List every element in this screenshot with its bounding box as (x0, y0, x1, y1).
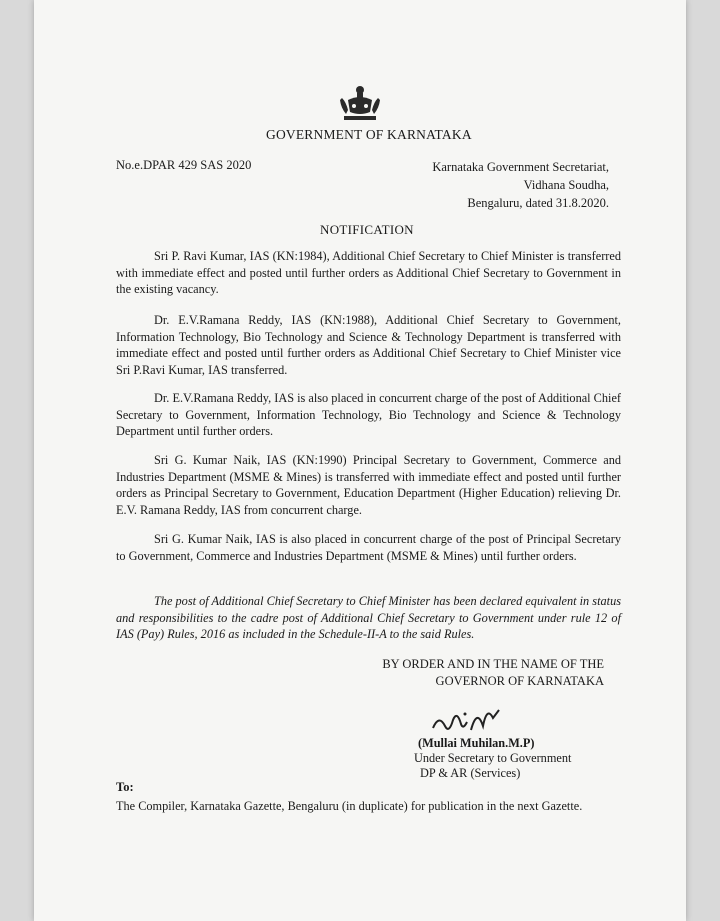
paragraph: Sri G. Kumar Naik, IAS (KN:1990) Principal Secretary to Government, Commerce and Industries Department (MSME & Mines) is transferred with immediate effect and posted until further orders as Principal Secretary to Government, Education Department (Higher Education) relieving Dr. E.V. Ramana Reddy, IAS from concurrent charge. (116, 453, 621, 517)
paragraph: Sri P. Ravi Kumar, IAS (KN:1984), Additional Chief Secretary to Chief Minister is transferred with immediate effect and posted until further orders as Additional Chief Secretary to Government in the existing vacancy. (116, 249, 621, 296)
signer-name: (Mullai Muhilan.M.P) (418, 736, 535, 750)
order-line: GOVERNOR OF KARNATAKA (435, 674, 604, 688)
karnataka-emblem-icon (338, 84, 382, 124)
address-line: Bengaluru, dated 31.8.2020. (467, 196, 609, 210)
paragraph: Sri G. Kumar Naik, IAS is also placed in concurrent charge of the post of Principal Secretary to Government, Commerce and Industries Department (MSME & Mines) until further orders. (116, 532, 621, 563)
government-title: GOVERNMENT OF KARNATAKA (266, 127, 472, 142)
document-page (34, 0, 686, 921)
recipient-text: The Compiler, Karnataka Gazette, Bengaluru (in duplicate) for publication in the next Gazette. (116, 799, 583, 813)
signer-block (414, 736, 614, 781)
paragraph: The post of Additional Chief Secretary to Chief Minister has been declared equivalent in status and responsibilities to the cadre post of Additional Chief Secretary to Government under rule 12 of IAS (Pay) Rules, 2016 as included in the Schedule-II-A to the said Rules. (116, 594, 621, 641)
order-line: BY ORDER AND IN THE NAME OF THE (382, 657, 604, 671)
address-line: Karnataka Government Secretariat, (432, 160, 609, 174)
to-label: To: (116, 780, 134, 794)
notification-title: NOTIFICATION (320, 222, 414, 237)
paragraph: Dr. E.V.Ramana Reddy, IAS (KN:1988), Additional Chief Secretary to Government, Information Technology, Bio Technology and Science & Technology Department is transferred with immediate effect and posted until further orders as Additional Chief Secretary to Chief Minister vice Sri P.Ravi Kumar, IAS transferred. (116, 313, 621, 377)
signer-designation: Under Secretary to Government (414, 751, 572, 765)
paragraph: Dr. E.V.Ramana Reddy, IAS is also placed in concurrent charge of the post of Additional Chief Secretary to Government, Information Technology, Bio Technology and Science & Technology Department until further orders. (116, 391, 621, 438)
secretariat-address (419, 158, 609, 212)
address-line: Vidhana Soudha, (523, 178, 609, 192)
signer-department: DP & AR (Services) (420, 766, 521, 780)
order-statement (324, 656, 604, 690)
order-number: No.e.DPAR 429 SAS 2020 (116, 158, 252, 172)
